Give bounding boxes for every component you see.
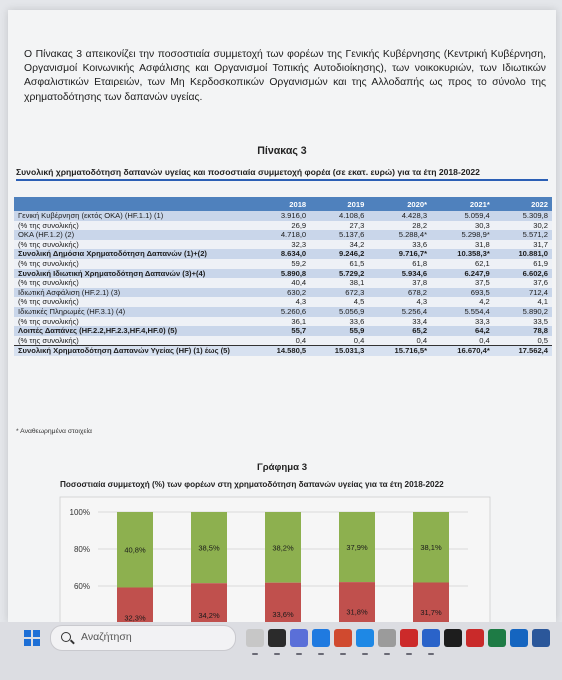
mcafee-icon[interactable] bbox=[378, 629, 396, 647]
row-label: (% της συνολικής) bbox=[14, 240, 252, 250]
row-value: 4,5 bbox=[310, 297, 368, 307]
row-value: 4.428,3 bbox=[368, 211, 431, 221]
header-year: 2021* bbox=[431, 197, 494, 211]
calendar-icon[interactable] bbox=[356, 629, 374, 647]
row-value: 33,6 bbox=[310, 317, 368, 327]
row-value: 31,7 bbox=[494, 240, 552, 250]
row-value: 38,1 bbox=[310, 278, 368, 288]
row-value: 6.247,9 bbox=[431, 269, 494, 279]
y-tick-label: 100% bbox=[69, 508, 90, 517]
data-label: 34,2% bbox=[198, 610, 220, 620]
row-value: 0,5 bbox=[494, 336, 552, 346]
row-value: 672,3 bbox=[310, 288, 368, 298]
security-icon[interactable] bbox=[444, 629, 462, 647]
row-value: 34,2 bbox=[310, 240, 368, 250]
row-value: 33,6 bbox=[368, 240, 431, 250]
row-value: 32,3 bbox=[252, 240, 310, 250]
row-value: 62,1 bbox=[431, 259, 494, 269]
row-value: 4,3 bbox=[368, 297, 431, 307]
y-tick-label: 60% bbox=[73, 582, 90, 591]
row-value: 0,4 bbox=[431, 336, 494, 346]
data-label: 31,8% bbox=[346, 607, 368, 617]
row-value: 28,2 bbox=[368, 221, 431, 231]
search-icon bbox=[61, 632, 71, 642]
media-icon[interactable] bbox=[334, 629, 352, 647]
row-value: 64,2 bbox=[431, 326, 494, 336]
row-value: 26,9 bbox=[252, 221, 310, 231]
row-value: 5.890,2 bbox=[494, 307, 552, 317]
row-value: 712,4 bbox=[494, 288, 552, 298]
data-label: 40,8% bbox=[124, 545, 146, 555]
data-label: 32,3% bbox=[124, 613, 146, 622]
row-value: 8.634,0 bbox=[252, 249, 310, 259]
file-explorer-icon[interactable] bbox=[268, 629, 286, 647]
row-value: 37,8 bbox=[368, 278, 431, 288]
row-label: Γενική Κυβέρνηση (εκτός ΟΚΑ) (HF.1.1) (1) bbox=[14, 211, 252, 221]
row-label: Ιδιωτική Ασφάλιση (HF.2.1) (3) bbox=[14, 288, 252, 298]
excel-icon[interactable] bbox=[466, 629, 484, 647]
row-value: 65,2 bbox=[368, 326, 431, 336]
row-value: 33,3 bbox=[431, 317, 494, 327]
row-value: 30,2 bbox=[494, 221, 552, 231]
row-label: Συνολική Ιδιωτική Χρηματοδότηση Δαπανών (3)+(4) bbox=[14, 269, 252, 279]
row-value: 4,3 bbox=[252, 297, 310, 307]
row-value: 5.256,4 bbox=[368, 307, 431, 317]
table-footnote: * Αναθεωρημένα στοιχεία bbox=[16, 428, 92, 435]
data-label: 37,9% bbox=[346, 543, 368, 553]
row-value: 5.137,6 bbox=[310, 230, 368, 240]
row-value: 33,4 bbox=[368, 317, 431, 327]
running-indicator bbox=[252, 653, 258, 655]
intro-paragraph: Ο Πίνακας 3 απεικονίζει την ποσοστιαία συμμετοχή των φορέων της Γενικής Κυβέρνησης (Κεντρική Κυβέρνηση, Οργανισμοί Κοινωνικής Ασφάλισης και Οργανισμοί Τοπικής Αυτοδιοίκησης), των νοικοκυριών, των Ιδιωτικών Ασφαλιστικών Εταιρειών, των Μη Κερδοσκοπικών Οργανισμών και της Αλλοδαπής ως προς το σύνολο της χρηματοδότησης των δαπανών υγείας. bbox=[24, 49, 546, 103]
row-value: 27,3 bbox=[310, 221, 368, 231]
row-value: 4,1 bbox=[494, 297, 552, 307]
row-value: 5.059,4 bbox=[431, 211, 494, 221]
running-indicator bbox=[428, 653, 434, 655]
row-label: (% της συνολικής) bbox=[14, 278, 252, 288]
running-indicator bbox=[296, 653, 302, 655]
row-label: (% της συνολικής) bbox=[14, 317, 252, 327]
running-indicator bbox=[384, 653, 390, 655]
y-tick-label: 80% bbox=[73, 545, 90, 554]
row-value: 9.716,7* bbox=[368, 249, 431, 259]
table-title: Πίνακας 3 bbox=[257, 145, 307, 157]
graph-caption: Ποσοστιαία συμμετοχή (%) των φορέων στη χρηματοδότηση δαπανών υγείας για τα έτη 2018-2022 bbox=[60, 480, 444, 489]
row-value: 59,2 bbox=[252, 259, 310, 269]
data-label: 38,1% bbox=[420, 543, 442, 553]
row-label: (% της συνολικής) bbox=[14, 336, 252, 346]
widgets-icon[interactable] bbox=[246, 629, 264, 647]
row-value: 15.716,5* bbox=[368, 346, 431, 356]
row-value: 0,4 bbox=[310, 336, 368, 346]
row-value: 630,2 bbox=[252, 288, 310, 298]
header-year: 2022 bbox=[494, 197, 552, 211]
row-value: 4,2 bbox=[431, 297, 494, 307]
row-value: 0,4 bbox=[368, 336, 431, 346]
header-year: 2019 bbox=[310, 197, 368, 211]
taskbar-search-box[interactable] bbox=[50, 625, 236, 651]
windows-taskbar bbox=[0, 622, 562, 680]
row-value: 15.031,3 bbox=[310, 346, 368, 356]
row-value: 5.890,8 bbox=[252, 269, 310, 279]
row-value: 678,2 bbox=[368, 288, 431, 298]
data-label: 31,7% bbox=[420, 607, 442, 617]
row-label: (% της συνολικής) bbox=[14, 259, 252, 269]
row-value: 61,5 bbox=[310, 259, 368, 269]
chrome-icon[interactable] bbox=[532, 629, 550, 647]
data-label: 38,5% bbox=[198, 543, 220, 553]
row-value: 30,3 bbox=[431, 221, 494, 231]
running-indicator bbox=[318, 653, 324, 655]
row-value: 693,5 bbox=[431, 288, 494, 298]
row-value: 5.309,8 bbox=[494, 211, 552, 221]
windows-start-icon[interactable] bbox=[24, 630, 40, 646]
row-value: 78,8 bbox=[494, 326, 552, 336]
row-value: 14.580,5 bbox=[252, 346, 310, 356]
row-value: 5.260,6 bbox=[252, 307, 310, 317]
row-value: 37,5 bbox=[431, 278, 494, 288]
data-label: 38,2% bbox=[272, 543, 294, 553]
row-value: 61,9 bbox=[494, 259, 552, 269]
row-value: 5.554,4 bbox=[431, 307, 494, 317]
data-label: 33,6% bbox=[272, 609, 294, 619]
row-value: 16.670,4* bbox=[431, 346, 494, 356]
row-value: 17.562,4 bbox=[494, 346, 552, 356]
header-year: 2020* bbox=[368, 197, 431, 211]
running-indicator bbox=[406, 653, 412, 655]
running-indicator bbox=[274, 653, 280, 655]
row-label: (% της συνολικής) bbox=[14, 221, 252, 231]
row-value: 40,4 bbox=[252, 278, 310, 288]
table-caption: Συνολική χρηματοδότηση δαπανών υγείας και ποσοστιαία συμμετοχή φορέα (σε εκατ. ευρώ) για τα έτη 2018-2022 bbox=[16, 167, 548, 181]
stacked-bar-chart bbox=[8, 10, 556, 622]
document-page bbox=[8, 10, 556, 622]
row-value: 31,8 bbox=[431, 240, 494, 250]
photos-icon[interactable] bbox=[312, 629, 330, 647]
row-value: 4.718,0 bbox=[252, 230, 310, 240]
teams-icon[interactable] bbox=[290, 629, 308, 647]
row-value: 55,9 bbox=[310, 326, 368, 336]
row-value: 0,4 bbox=[252, 336, 310, 346]
edge-icon[interactable] bbox=[488, 629, 506, 647]
row-value: 5.298,9* bbox=[431, 230, 494, 240]
word-icon[interactable] bbox=[510, 629, 528, 647]
header-year: 2018 bbox=[252, 197, 310, 211]
row-value: 5.934,6 bbox=[368, 269, 431, 279]
running-indicator bbox=[362, 653, 368, 655]
search-placeholder: Αναζήτηση bbox=[81, 631, 132, 643]
row-value: 55,7 bbox=[252, 326, 310, 336]
row-value: 5.056,9 bbox=[310, 307, 368, 317]
row-label: Λοιπές Δαπάνες (HF.2.2,HF.2.3,HF.4,HF.0) (5) bbox=[14, 326, 252, 336]
row-value: 33,5 bbox=[494, 317, 552, 327]
row-value: 10.881,0 bbox=[494, 249, 552, 259]
row-value: 37,6 bbox=[494, 278, 552, 288]
row-value: 5.571,2 bbox=[494, 230, 552, 240]
row-value: 9.246,2 bbox=[310, 249, 368, 259]
dell-icon[interactable] bbox=[422, 629, 440, 647]
row-value: 4.108,6 bbox=[310, 211, 368, 221]
graph-title: Γράφημα 3 bbox=[256, 462, 308, 473]
row-value: 5.288,4* bbox=[368, 230, 431, 240]
row-value: 61,8 bbox=[368, 259, 431, 269]
row-label: Ιδιωτικές Πληρωμές (HF.3.1) (4) bbox=[14, 307, 252, 317]
row-label: (% της συνολικής) bbox=[14, 297, 252, 307]
row-value: 5.729,2 bbox=[310, 269, 368, 279]
store-icon[interactable] bbox=[400, 629, 418, 647]
running-indicator bbox=[340, 653, 346, 655]
row-value: 10.358,3* bbox=[431, 249, 494, 259]
row-value: 3.916,0 bbox=[252, 211, 310, 221]
row-label: Συνολική Χρηματοδότηση Δαπανών Υγείας (HF) (1) έως (5) bbox=[14, 346, 252, 356]
row-value: 36,1 bbox=[252, 317, 310, 327]
row-value: 6.602,6 bbox=[494, 269, 552, 279]
row-label: Συνολική Δημόσια Χρηματοδότηση Δαπανών (1)+(2) bbox=[14, 249, 252, 259]
row-label: ΟΚΑ (HF.1.2) (2) bbox=[14, 230, 252, 240]
